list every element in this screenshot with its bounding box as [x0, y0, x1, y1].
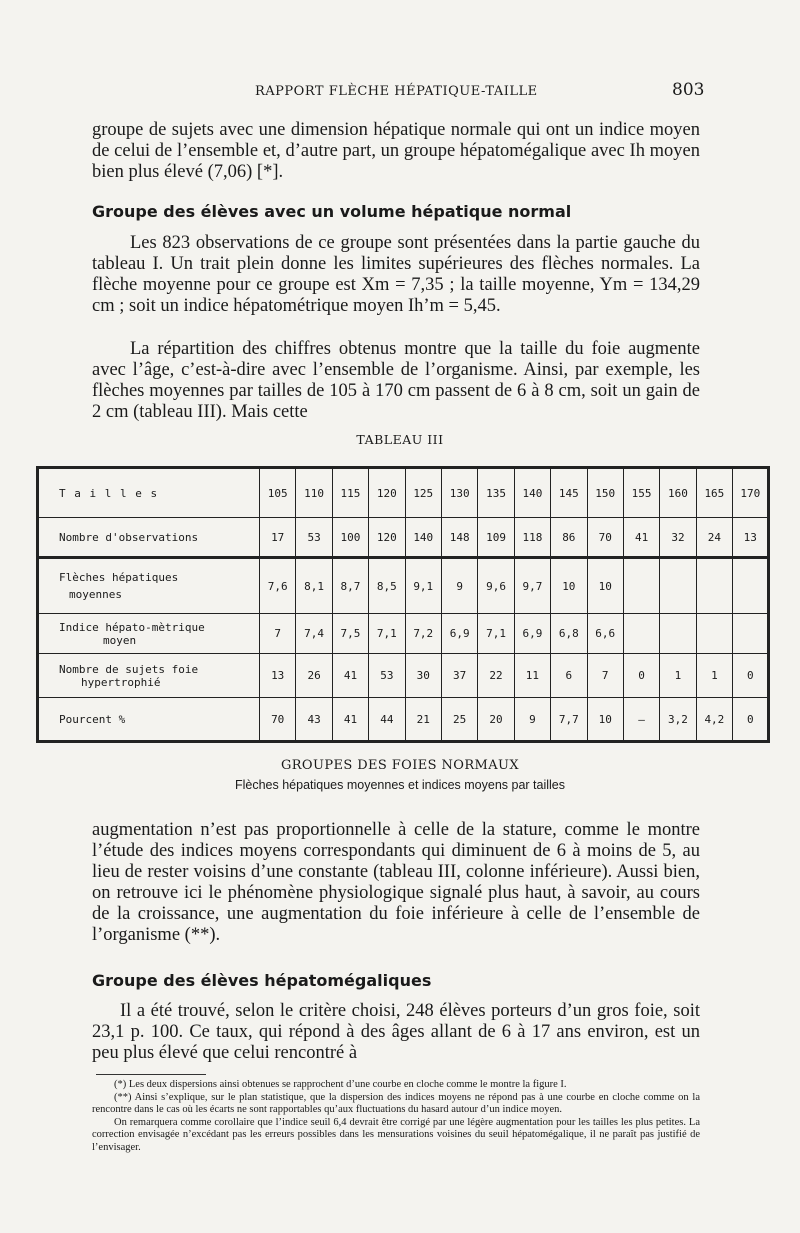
row-label-line1: Indice hépato-mètrique	[59, 620, 205, 634]
row-label	[38, 558, 260, 614]
table-cell: 148	[441, 518, 477, 558]
table-cell: 44	[369, 698, 405, 742]
table-cell: 1	[696, 654, 732, 698]
table-row-tailles	[38, 468, 769, 518]
table-cell: 0	[733, 698, 769, 742]
table-title: TABLEAU III	[356, 432, 444, 447]
table-cell: 1	[660, 654, 696, 698]
table-cell: 86	[551, 518, 587, 558]
table-cell: 115	[332, 468, 368, 518]
table-cell: 9,1	[405, 558, 441, 614]
table-cell: 7,7	[551, 698, 587, 742]
table-cell: 3,2	[660, 698, 696, 742]
table-cell: 155	[623, 468, 659, 518]
table-cell: 120	[369, 518, 405, 558]
table-cell: 41	[332, 654, 368, 698]
paragraph-repartition: La répartition des chiffres obtenus montre que la taille du foie augmente avec l’âge, c’est-à-dire avec l’ensemble de l’organisme. Ainsi, par exemple, les flèches moyennes par tailles de 105 à 170 cm passent de 6 à 8 cm, soit un gain de 2 cm (tableau III). Mais cette	[92, 339, 700, 422]
running-title: RAPPORT FLÈCHE HÉPATIQUE-TAILLE	[255, 84, 538, 99]
table-cell: 150	[587, 468, 623, 518]
data-table	[36, 466, 770, 743]
table-cell: 125	[405, 468, 441, 518]
table-cell	[696, 558, 732, 614]
table-cell: 4,2	[696, 698, 732, 742]
section-heading-normal: Groupe des élèves avec un volume hépatique normal	[92, 202, 572, 221]
table-cell: 9	[514, 698, 550, 742]
table-cell: 6,6	[587, 614, 623, 654]
table-cell: 32	[660, 518, 696, 558]
paragraph-observations: Les 823 observations de ce groupe sont présentées dans la partie gauche du tableau I. Un trait plein donne les limites supérieures des flèches normales. La flèche moyenne pour ce groupe est Xm = 7,35 ; la taille moyenne, Ym = 134,29 cm ; soit un indice hépatométrique moyen Ih’m = 5,45.	[92, 233, 700, 316]
table-cell: 10	[551, 558, 587, 614]
table-cell: 110	[296, 468, 332, 518]
row-label	[38, 654, 260, 698]
table-cell: 0	[733, 654, 769, 698]
table-cell: 9,6	[478, 558, 514, 614]
table-cell: 26	[296, 654, 332, 698]
row-label: Pourcent %	[38, 698, 260, 742]
table-cell: 13	[260, 654, 296, 698]
footnote-3: On remarquera comme corollaire que l’indice seuil 6,4 devrait être corrigé par une légère augmentation pour les tailles les plus petites. La correction envisagée n’excédant pas les erreurs possibles dans les mensurations voisines du seuil hépatomégalique, il ne paraît pas justifié de l’envisager.	[92, 1116, 700, 1153]
table-cell	[733, 614, 769, 654]
table-cell: 70	[587, 518, 623, 558]
table-caption: GROUPES DES FOIES NORMAUX	[280, 758, 520, 773]
table-cell: 22	[478, 654, 514, 698]
table-cell: 37	[441, 654, 477, 698]
table-cell: 9	[441, 558, 477, 614]
table-cell: 10	[587, 698, 623, 742]
table-cell: 165	[696, 468, 732, 518]
table-cell: 130	[441, 468, 477, 518]
table-cell: 8,1	[296, 558, 332, 614]
table-cell: 6,8	[551, 614, 587, 654]
paragraph-augmentation: augmentation n’est pas proportionnelle à celle de la stature, comme le montre l’étude des indices moyens correspondants qui diminuent de 6 à moins de 5, au lieu de rester voisins d’une constante (tableau III, colonne inférieure). Aussi bien, on retrouve ici le phénomène physiologique signalé plus haut, à savoir, au cours de la croissance, une augmentation du foie inférieure à celle de l’ensemble de l’organisme (**).	[92, 820, 700, 945]
row-label-line2: moyennes	[69, 588, 122, 601]
table-row-fleches	[38, 558, 769, 614]
table-cell: 170	[733, 468, 769, 518]
table-cell: 7,2	[405, 614, 441, 654]
table-cell: 7	[587, 654, 623, 698]
table-cell: 25	[441, 698, 477, 742]
table-cell: 160	[660, 468, 696, 518]
table-cell: 8,7	[332, 558, 368, 614]
table-cell	[733, 558, 769, 614]
table-row-observations	[38, 518, 769, 558]
table-cell: 13	[733, 518, 769, 558]
table-cell: 20	[478, 698, 514, 742]
table-cell	[660, 558, 696, 614]
table-cell: 24	[696, 518, 732, 558]
table-cell: 0	[623, 654, 659, 698]
table-subcaption: Flèches hépatiques moyennes et indices moyens par tailles	[234, 778, 566, 792]
table-row-indice	[38, 614, 769, 654]
table-cell	[623, 558, 659, 614]
table-row-hypertrophie	[38, 654, 769, 698]
row-label-line2: hypertrophié	[81, 675, 161, 689]
table-cell: 105	[260, 468, 296, 518]
page-header	[0, 80, 800, 102]
footnote-1: (*) Les deux dispersions ainsi obtenues se rapprochent d’une courbe en cloche comme le montre la figure I.	[114, 1079, 567, 1090]
table-cell: 43	[296, 698, 332, 742]
table-cell: 10	[587, 558, 623, 614]
table-cell: 109	[478, 518, 514, 558]
page-number: 803	[672, 80, 705, 100]
table-cell	[696, 614, 732, 654]
footnote-rule	[96, 1074, 206, 1075]
footnote-2: (**) Ainsi s’explique, sur le plan statistique, que la dispersion des indices moyens ne répond pas à une courbe en cloche comme on la rencontre dans le cas où les écarts ne sont rapportables qu’aux fluctuations du hasard autour d’un indice moyen.	[92, 1091, 700, 1115]
table-cell	[623, 614, 659, 654]
table-cell: 7	[260, 614, 296, 654]
row-label	[38, 614, 260, 654]
table-cell: 140	[514, 468, 550, 518]
table-cell: 7,1	[478, 614, 514, 654]
table-cell: 7,5	[332, 614, 368, 654]
table-cell: 6,9	[441, 614, 477, 654]
table-cell: 30	[405, 654, 441, 698]
table-cell: 7,1	[369, 614, 405, 654]
table-cell: 53	[296, 518, 332, 558]
table-cell: 6	[551, 654, 587, 698]
footnotes	[92, 1079, 700, 1154]
table-cell: 41	[623, 518, 659, 558]
table-cell: 140	[405, 518, 441, 558]
table-cell: 53	[369, 654, 405, 698]
row-label: T a i l l e s	[38, 468, 260, 518]
table-cell: 8,5	[369, 558, 405, 614]
table-cell: 9,7	[514, 558, 550, 614]
table-cell: 100	[332, 518, 368, 558]
table-cell: 21	[405, 698, 441, 742]
table-row-pourcent	[38, 698, 769, 742]
table-cell: 41	[332, 698, 368, 742]
table-cell	[660, 614, 696, 654]
table-cell: 7,6	[260, 558, 296, 614]
table-cell: 7,4	[296, 614, 332, 654]
section-heading-hepatomegaliques: Groupe des élèves hépatomégaliques	[92, 971, 432, 990]
row-label: Nombre d'observations	[38, 518, 260, 558]
table-cell: 145	[551, 468, 587, 518]
table-cell: 17	[260, 518, 296, 558]
paragraph-hepatomegaliques: Il a été trouvé, selon le critère choisi, 248 élèves porteurs d’un gros foie, soit 23,1 p. 100. Ce taux, qui répond à des âges allant de 6 à 17 ans environ, est un peu plus élevé que celui rencontré à	[92, 1001, 700, 1063]
table-cell: 6,9	[514, 614, 550, 654]
table-cell: –	[623, 698, 659, 742]
table-cell: 135	[478, 468, 514, 518]
row-label-line1: Flèches hépatiques	[59, 571, 179, 584]
row-label-line1: Nombre de sujets foie	[59, 662, 199, 676]
table-cell: 120	[369, 468, 405, 518]
table-cell: 118	[514, 518, 550, 558]
table-cell: 70	[260, 698, 296, 742]
table-cell: 11	[514, 654, 550, 698]
intro-paragraph: groupe de sujets avec une dimension hépatique normale qui ont un indice moyen de celui de l’ensemble et, d’autre part, un groupe hépatomégalique avec Ih moyen bien plus élevé (7,06) [*].	[92, 120, 700, 182]
row-label-line2: moyen	[103, 633, 137, 647]
